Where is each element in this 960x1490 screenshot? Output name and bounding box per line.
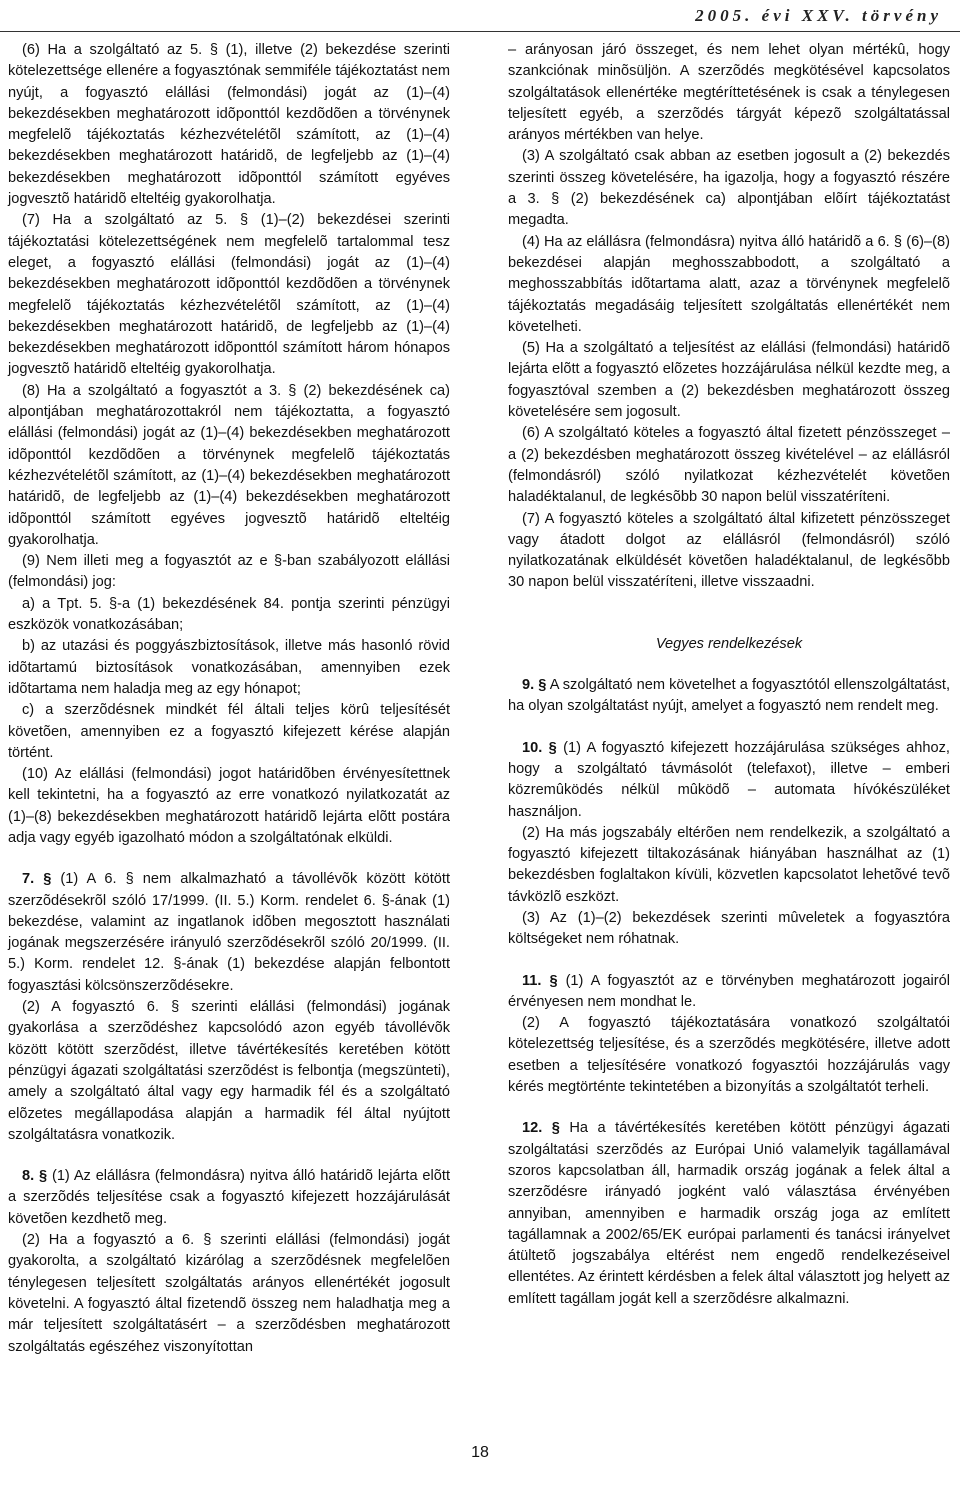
paragraph: (7) A fogyasztó köteles a szolgáltató által kifizetett pénzösszeget vagy átadott dolgot az elállásról (felmondásról) szóló nyilatkozatának elküldését követõen haladéktalanul, de legkésõbb 30 napon belül visszatéríteni, illetve visszaadni. bbox=[508, 510, 950, 591]
paragraph: (2) Ha más jogszabály eltérõen nem rendelkezik, a szolgáltató a fogyasztó kifejezett tiltakozásának hiányában használhat az (1) bekezdésben foglaltakon kívüli, közvetlen kapcsolatot lehetõvé tevõ távközlõ eszközt. bbox=[508, 824, 950, 905]
section-heading: Vegyes rendelkezések bbox=[655, 635, 803, 652]
right-column bbox=[508, 40, 950, 1310]
page-number: 18 bbox=[471, 1444, 489, 1461]
section-number: 10. § bbox=[522, 739, 557, 756]
paragraph: (7) Ha a szolgáltató az 5. § (1)–(2) bekezdései szerinti tájékoztatási kötelezettségének nem megfelelõ tartalommal tesz eleget, a fogyasztó elállási (felmondási) jogát az (1)–(4) bekezdésekben meghatározott idõponttól kezdõdõen a törvénynek megfelelõ tájékoztatás kézhezvételétõl számított, az (1)–(4) bekezdésekben meghatározott határidõ, de legfeljebb az (1)–(4) bekezdésekben meghatározott idõponttól számított három hónapos jogvesztõ határidõ elteltéig gyakorolhatja. bbox=[8, 212, 450, 378]
paragraph: (6) A szolgáltató köteles a fogyasztó által fizetett pénzösszeget – a (2) bekezdésben meghatározott összeg kivételével – az elállásról (felmondásról) szóló nyilatkozat kézhezvételét követõen haladéktalanul, de legkésõbb 30 napon belül visszatéríteni. bbox=[508, 425, 950, 506]
paragraph: (6) Ha a szolgáltató az 5. § (1), illetve (2) bekezdése szerinti kötelezettsége ellenére a fogyasztónak semmiféle tájékoztatást nem nyújt, a fogyasztó elállási (felmondási) jogát az (1)–(4) bekezdésekben meghatározott idõponttól kezdõdõen a törvénynek megfelelõ tájékoztatás kézhezvételétõl számított, az (1)–(4) bekezdésekben meghatározott határidõ, de legfeljebb az (1)–(4) bekezdésekben meghatározott idõponttól számított egyéves jogvesztõ határidõ elteltéig gyakorolhatja. bbox=[8, 42, 450, 208]
paragraph: (2) A fogyasztó tájékoztatására vonatkozó szolgáltatói kötelezettség teljesítése, és a szerzõdés megkötésére, illetve adott esetben a teljesítésére vonatkozó fogyasztói hozzájárulás vagy kérés megtörténte tekintetében a bizonyítás a szolgáltatót terheli. bbox=[508, 1015, 950, 1096]
section-text: Ha a távértékesítés keretében kötött pénzügyi ágazati szolgáltatási szerzõdés az Európai Unió valamelyik tagállamával szoros kapcsolatban áll, harmadik ország jogának a felek által a szerzõdésre irányadó jogként való választása érvényében annyiban, amennyiben e harmadik ország joga az említett tagállamnak a 2002/65/EK európai parlamenti és tanácsi irányelvet átültetõ jogszabálya eltérést nem engedõ rendelkezéseivel ellentétes. Az érintett kérdésben a felek által választott jog helyett az említett tagállam jogát kell a szerzõdésre alkalmazni. bbox=[508, 1120, 950, 1307]
paragraph: (2) Ha a fogyasztó a 6. § szerinti elállási (felmondási) jogát gyakorolta, a szolgáltató kizárólag a szerzõdésnek megfelelõen ténylegesen teljesített szolgáltatás arányos ellenértékét jogosult követelni. A fogyasztó által fizetendõ összeg nem haladhatja meg a már teljesített szolgáltatásért – a szerzõdésben meghatározott szolgáltatás egészéhez viszonyítottan bbox=[8, 1232, 450, 1355]
section-10 bbox=[508, 738, 950, 823]
section-number: 8. § bbox=[22, 1168, 48, 1185]
section-text: A szolgáltató nem követelhet a fogyasztótól ellenszolgáltatást, ha olyan szolgáltatást nyújt, amelyet a fogyasztó nem rendelt meg. bbox=[508, 677, 950, 715]
left-column bbox=[8, 40, 450, 1358]
section-number: 12. § bbox=[522, 1120, 560, 1137]
section-11 bbox=[508, 971, 950, 1014]
section-text: (1) A fogyasztót az e törvényben meghatározott jogairól érvényesen nem mondhat le. bbox=[508, 972, 951, 1010]
paragraph: (3) A szolgáltató csak abban az esetben jogosult a (2) bekezdés szerinti összeg követelésére, ha igazolja, hogy a fogyasztó részére a 3. § (2) bekezdésének ca) alpontjában elõírt tájékoztatást megadta. bbox=[508, 148, 950, 229]
section-text: (1) A 6. § nem alkalmazható a távollévõk között kötött szerzõdésekrõl szóló 17/1999. (II. 5.) Korm. rendelet 6. §-ának (1) bekezdése, valamint az ingatlanok idõben megosztott használati jogának megszerzésére irányuló szerzõdésekrõl szóló 20/1999. (II. 5.) Korm. rendelet 12. §-ának (1) bekezdése alapján felbontott fogyasztási kölcsönszerzõdésekre. bbox=[8, 871, 450, 994]
paragraph: (9) Nem illeti meg a fogyasztót az e §-ban szabályozott elállási (felmondási) jog: bbox=[8, 553, 450, 591]
section-9 bbox=[508, 675, 950, 718]
paragraph: (5) Ha a szolgáltató a teljesítést az elállási (felmondási) határidõ lejárta elõtt a fogyasztó elõzetes hozzájárulása nélkül kezdte meg, a fogyasztóval szemben a (2) bekezdésben meghatározott összeg követelésére sem jogosult. bbox=[508, 340, 950, 421]
paragraph: (10) Az elállási (felmondási) jogot határidõben érvényesítettnek kell tekintetni, ha a fogyasztó az erre vonatkozó nyilatkozatát az (1)–(8) bekezdésekben meghatározott határidõ lejárta elõtt postára adja vagy egyéb igazolható módon a szolgáltatónak elküldi. bbox=[8, 766, 450, 846]
list-item: c) a szerzõdésnek mindkét fél általi teljes körû teljesítését követõen, amennyiben ez a fogyasztó kifejezett kérése alapján történt. bbox=[8, 702, 450, 761]
section-number: 11. § bbox=[522, 972, 558, 989]
section-text: (1) Az elállásra (felmondásra) nyitva álló határidõ lejárta elõtt a szerzõdés teljesítése csak a fogyasztó kifejezett hozzájárulását követõen kezdhetõ meg. bbox=[8, 1168, 450, 1227]
paragraph: (2) A fogyasztó 6. § szerinti elállási (felmondási) jogának gyakorlása a szerzõdéshez kapcsolódó azon egyéb távollévõk között kötött szerzõdést, illetve távértékesítés keretében kötött pénzügyi ágazati szolgáltatási szerzõdést is felbontja (megszünteti), amely a szolgáltató által vagy egy harmadik fél és a szolgáltató elõzetes megállapodása alapján a harmadik fél által nyújtott szolgáltatásra vonatkozik. bbox=[8, 999, 450, 1143]
paragraph: – arányosan járó összeget, és nem lehet olyan mértékû, hogy szankciónak minõsüljön. A szerzõdés megkötésével kapcsolatos szolgáltatások ellenértéke megtéríttetésének is csak a ténylegesen teljesített egyéb, a szerzõdés tárgyát képezõ szolgáltatással arányos mértékben van helye. bbox=[508, 42, 950, 144]
list-item: b) az utazási és poggyászbiztosítások, illetve más hasonló rövid idõtartamú biztosítások vonatkozásában, amennyiben ezek idõtartama nem haladja meg az egy hónapot; bbox=[8, 638, 450, 697]
section-8 bbox=[8, 1166, 450, 1230]
section-text: (1) A fogyasztó kifejezett hozzájárulása szükséges ahhoz, hogy a szolgáltató távmásolót (telefaxot), illetve – emberi közremûködés nélkül mûködõ – automata hívókészüléket használjon. bbox=[508, 739, 950, 820]
running-header bbox=[0, 0, 960, 40]
paragraph: (4) Ha az elállásra (felmondásra) nyitva álló határidõ a 6. § (6)–(8) bekezdései alapján meghosszabbodott, a szolgáltató a meghosszabbítás idõtartama alatt, azaz a törvénynek megfelelõ tájékoztatás megadásáig teljesített szolgáltatás ellenértékét nem követelheti. bbox=[508, 233, 950, 335]
header-rule bbox=[0, 31, 960, 32]
list-item: a) a Tpt. 5. §-a (1) bekezdésének 84. pontja szerinti pénzügyi eszközök vonatkozásában; bbox=[8, 595, 450, 634]
section-7 bbox=[8, 869, 450, 997]
running-title: 2005. évi XXV. törvény bbox=[695, 6, 942, 25]
paragraph: (3) Az (1)–(2) bekezdések szerinti mûveletek a fogyasztóra költségeket nem róhatnak. bbox=[508, 909, 950, 948]
paragraph: (8) Ha a szolgáltató a fogyasztót a 3. § (2) bekezdésének ca) alpontjában meghatározottakról nem tájékoztatta, a fogyasztó elállási (felmondási) jogát az (1)–(4) bekezdésekben meghatározott idõponttól kezdõdõen a törvénynek megfelelõ tájékoztatás kézhezvételétõl számított, az (1)–(4) bekezdésekben meghatározott határidõ, de legfeljebb az (1)–(4) bekezdésekben meghatározott idõponttól számított egyéves jogvesztõ határidõ elteltéig gyakorolhatja. bbox=[8, 382, 450, 548]
section-12 bbox=[508, 1118, 950, 1310]
section-number: 9. § bbox=[522, 677, 547, 694]
section-number: 7. § bbox=[22, 871, 52, 888]
